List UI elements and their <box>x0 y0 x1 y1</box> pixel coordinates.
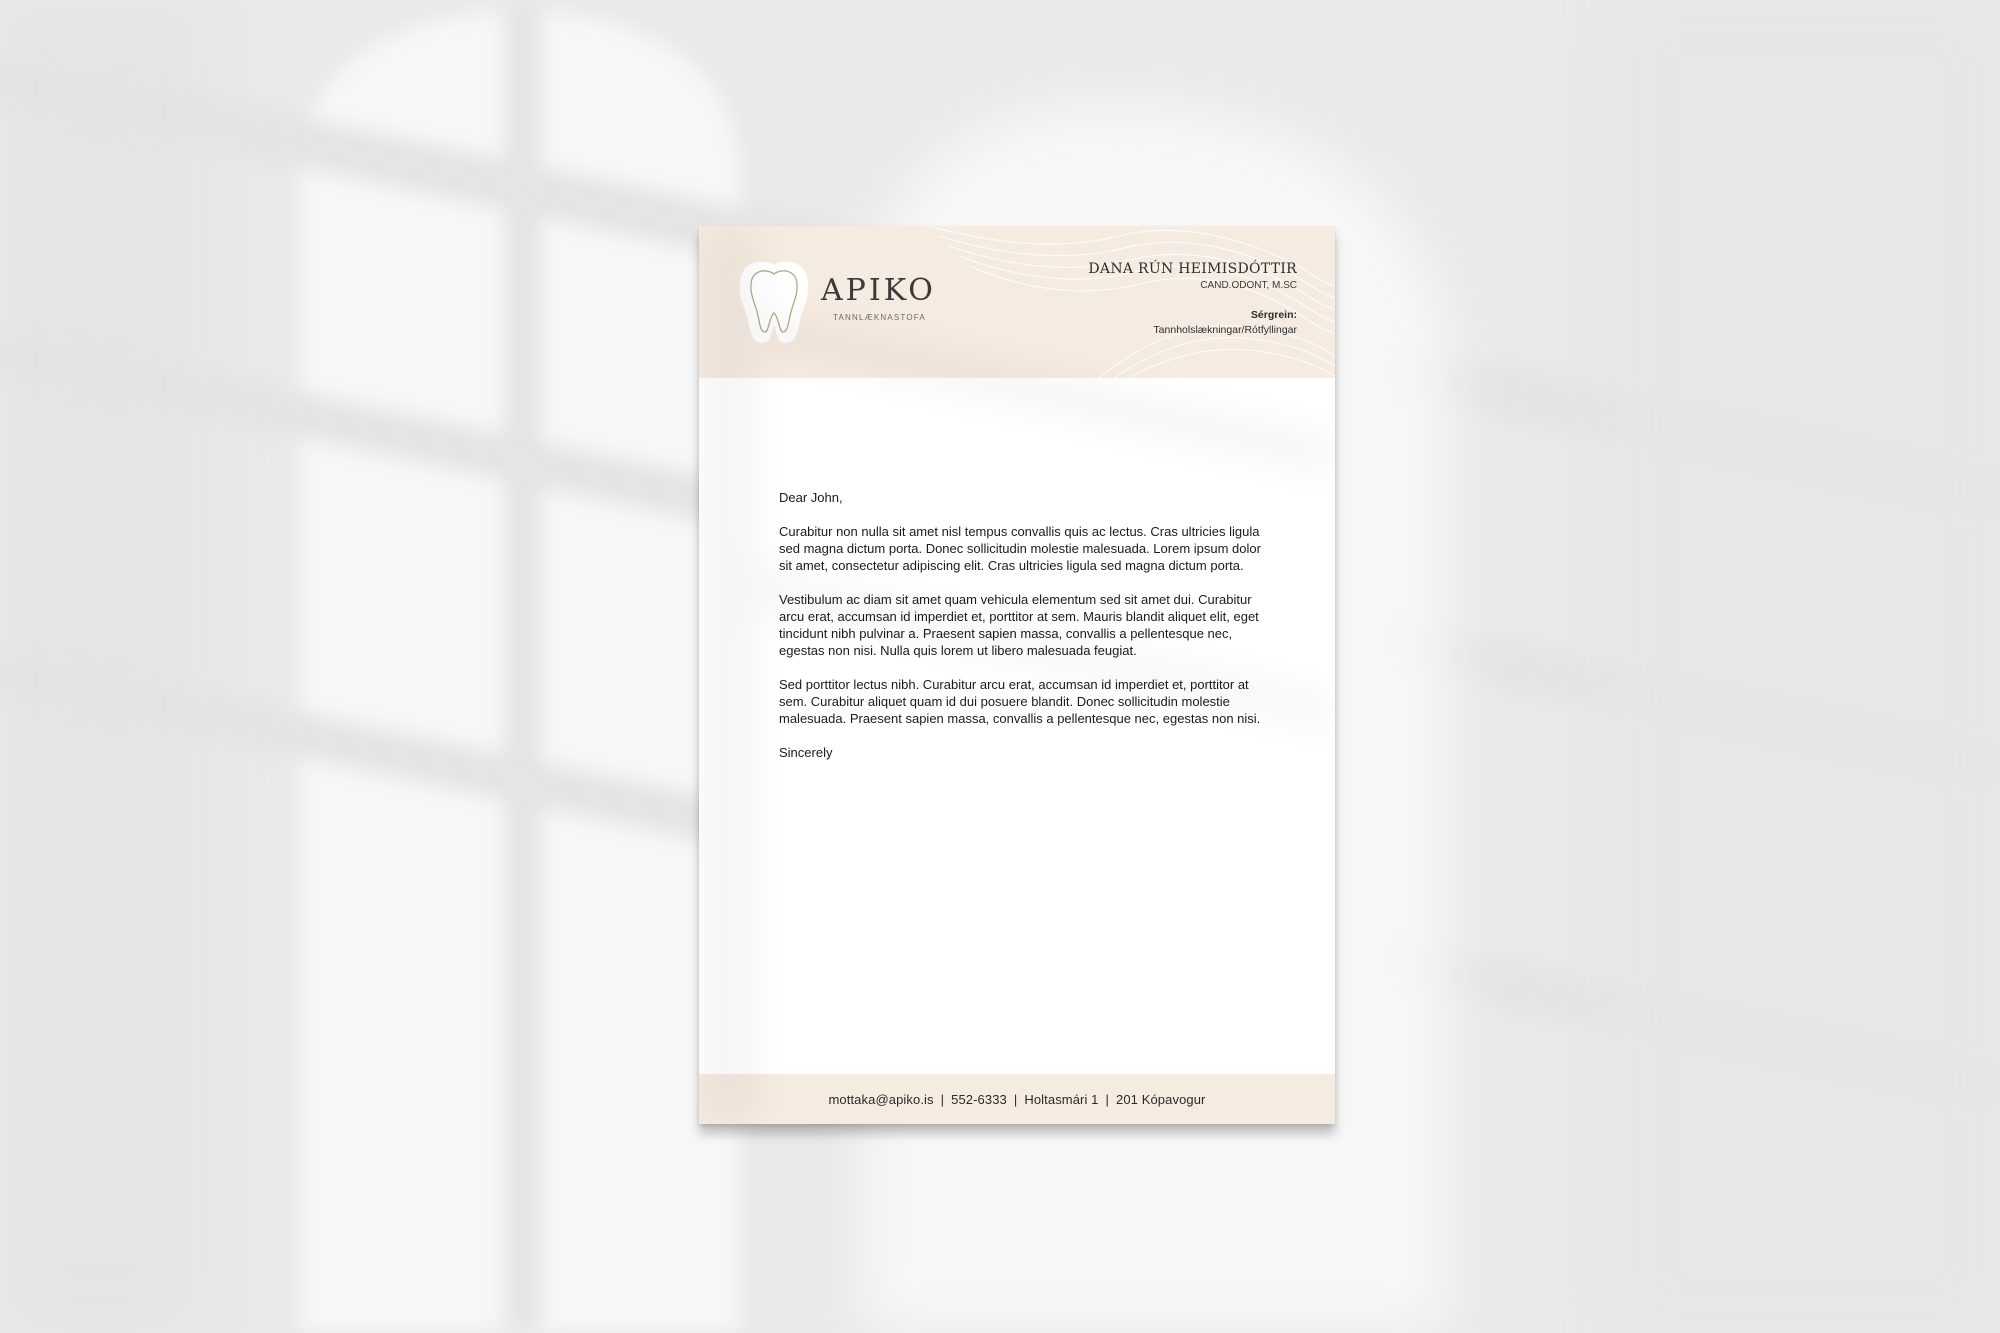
brand-tagline: TANNLÆKNASTOFA <box>833 313 926 322</box>
letter-paragraph: Vestibulum ac diam sit amet quam vehicula elementum sed sit amet dui. Curabitur arcu erat, accumsan id imperdiet et, porttitor at sem. Mauris blandit aliquet elit, eget tincidunt nibh pulvinar a. Praesent sapien massa, convallis a pellentesque nec, egestas non nisi. Nulla quis lorem ut libero malesuada feugiat. <box>779 592 1259 658</box>
footer-separator: | <box>1105 1091 1109 1107</box>
closing: Sincerely <box>779 745 833 760</box>
doctor-info <box>1088 262 1297 335</box>
footer-separator: | <box>940 1091 945 1107</box>
footer-phone: 552-6333 <box>951 1091 1007 1107</box>
letterhead-paper <box>699 226 1335 1124</box>
brand-name: APIKO <box>821 273 936 308</box>
letterhead-footer <box>699 1074 1335 1124</box>
doctor-name: DANA RÚN HEIMISDÓTTIR <box>1088 261 1297 277</box>
letter-paragraph: Curabitur non nulla sit amet nisl tempus convallis quis ac lectus. Cras ultricies ligula sed magna dictum porta. Donec sollicitudin molestie malesuada. Lorem ipsum dolor sit amet, consectetur adipiscing elit. Cras ultricies ligula sed magna dictum porta. <box>779 524 1261 573</box>
letter-body <box>779 489 1269 778</box>
letter-paragraph: Sed porttitor lectus nibh. Curabitur arcu erat, accumsan id imperdiet et, porttitor at sem. Curabitur aliquet quam id dui posuere blandit. Donec sollicitudin molestie malesuada. Praesent sapien massa, convallis a pellentesque nec, egestas non nisi. <box>779 677 1261 726</box>
footer-street: Holtasmári 1 <box>1024 1091 1099 1107</box>
doctor-degree: CAND.ODONT, M.SC <box>1200 280 1297 291</box>
salutation: Dear John, <box>779 490 843 505</box>
footer-email: mottaka@apiko.is <box>828 1091 934 1107</box>
letterhead-header <box>699 226 1335 378</box>
tooth-icon <box>739 262 809 344</box>
footer-separator: | <box>1013 1091 1018 1107</box>
footer-city: 201 Kópavogur <box>1116 1091 1206 1107</box>
specialty-value: Tannholslækningar/Rótfyllingar <box>1153 323 1297 336</box>
specialty-label: Sérgrein: <box>1250 309 1297 321</box>
contact-line <box>829 1092 1206 1107</box>
